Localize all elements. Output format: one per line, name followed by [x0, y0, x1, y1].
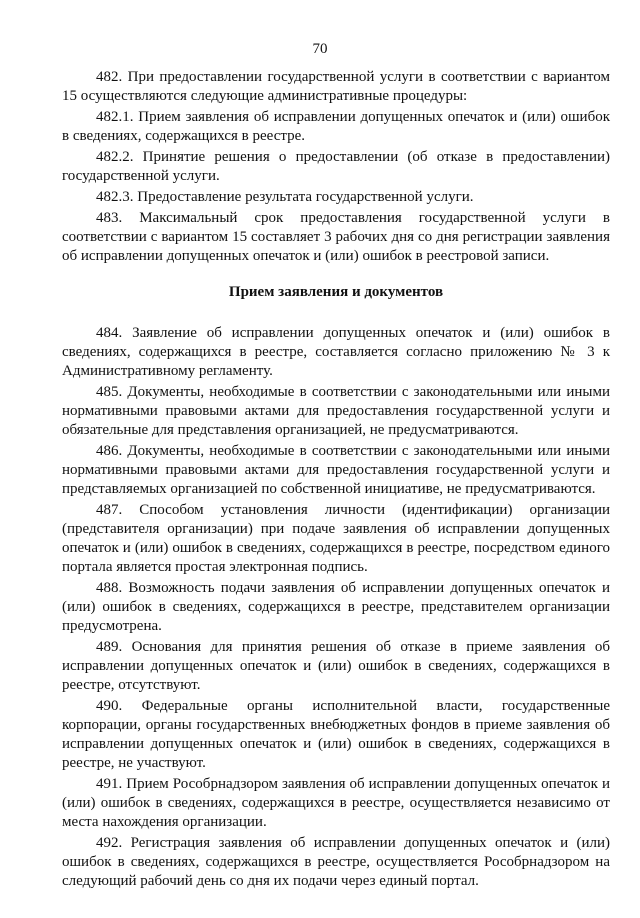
paragraph-492: 492. Регистрация заявления об исправлении допущенных опечаток и (или) ошибок в сведениях, содержащихся в реестре, осуществляется Рособрнадзором на следующий рабочий день со дня их подачи через единый портал.	[62, 835, 610, 889]
paragraph-490: 490. Федеральные органы исполнительной власти, государственные корпорации, органы государственных внебюджетных фондов в приеме заявления об исправлении допущенных опечаток и (или) ошибок в сведениях, содержащихся в реестре, не участвуют.	[62, 698, 610, 771]
paragraph-482-3: 482.3. Предоставление результата государственной услуги.	[96, 189, 474, 205]
paragraph-482-2: 482.2. Принятие решения о предоставлении (об отказе в предоставлении) государственной услуги.	[62, 149, 610, 184]
document-body	[62, 68, 610, 893]
paragraph-484: 484. Заявление об исправлении допущенных опечаток и (или) ошибок в сведениях, содержащихся в реестре, составляется согласно приложению № 3 к Административному регламенту.	[62, 325, 610, 379]
paragraph-485: 485. Документы, необходимые в соответствии с законодательными или иными нормативными правовыми актами для предоставления государственной услуги и обязательные для представления организацией, не предусматриваются.	[62, 384, 610, 438]
paragraph-486: 486. Документы, необходимые в соответствии с законодательными или иными нормативными правовыми актами для предоставления государственной услуги и представляемых организацией по собственной инициативе, не предусматриваются.	[62, 443, 610, 497]
paragraph-482: 482. При предоставлении государственной услуги в соответствии с вариантом 15 осуществляются следующие административные процедуры:	[62, 69, 610, 104]
paragraph-489: 489. Основания для принятия решения об отказе в приеме заявления об исправлении допущенных опечаток и (или) ошибок в сведениях, содержащихся в реестре, отсутствуют.	[62, 639, 610, 693]
page-number: 70	[312, 41, 328, 57]
paragraph-482-1: 482.1. Прием заявления об исправлении допущенных опечаток и (или) ошибок в сведениях, содержащихся в реестре.	[62, 109, 610, 144]
paragraph-488: 488. Возможность подачи заявления об исправлении допущенных опечаток и (или) ошибок в сведениях, содержащихся в реестре, представителем организации предусмотрена.	[62, 580, 610, 634]
paragraph-491: 491. Прием Рособрнадзором заявления об исправлении допущенных опечаток и (или) ошибок в сведениях, содержащихся в реестре, осуществляется независимо от места нахождения организации.	[62, 776, 610, 830]
paragraph-483: 483. Максимальный срок предоставления государственной услуги в соответствии с вариантом 15 составляет 3 рабочих дня со дня регистрации заявления об исправлении допущенных опечаток и (или) ошибок в реестровой записи.	[62, 210, 610, 264]
section-heading: Прием заявления и документов	[228, 284, 444, 300]
paragraph-487: 487. Способом установления личности (идентификации) организации (представителя организации) при подаче заявления об исправлении допущенных опечаток и (или) ошибок в сведениях, содержащихся в реестре, посредством единого портала является простая электронная подпись.	[62, 502, 610, 575]
